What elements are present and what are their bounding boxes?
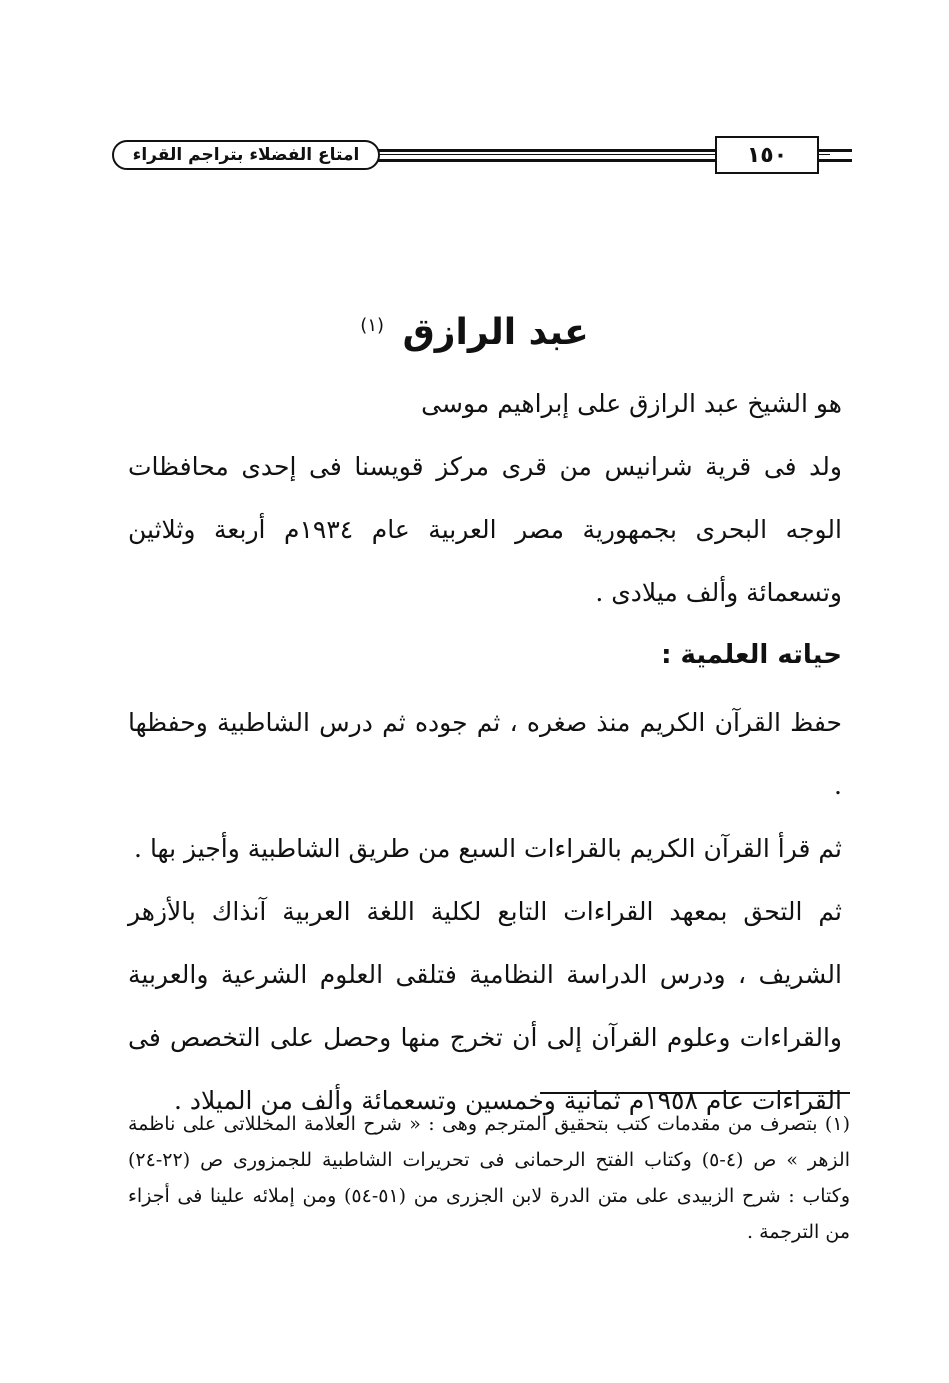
- footnotes: [128, 1106, 850, 1250]
- entry-title-text: عبد الرازق: [402, 312, 589, 353]
- footnote-separator: [540, 1092, 850, 1094]
- paragraph-name: هو الشيخ عبد الرازق على إبراهيم موسى: [421, 389, 842, 418]
- header-rule-right: [818, 149, 852, 162]
- paragraph-readings: ثم قرأ القرآن الكريم بالقراءات السبع من طريق الشاطبية وأجيز بها .: [134, 834, 842, 863]
- page-number: ١٥٠: [715, 136, 819, 174]
- intro-block: [128, 372, 842, 624]
- section-heading: حياته العلمية :: [661, 640, 842, 670]
- running-header: [112, 136, 852, 176]
- book-title: امتاع الفضلاء بتراجم القراء: [112, 140, 380, 170]
- paragraph-birth: ولد فى قرية شرانيس من قرى مركز قويسنا فى إحدى محافظات الوجه البحرى بجمهورية مصر العربية عام ١٩٣٤م أربعة وثلاثين وتسعمائة وألف ميلادى .: [128, 452, 842, 607]
- footnote-reference: (١): [360, 315, 385, 336]
- footnote-1: (١) بتصرف من مقدمات كتب بتحقيق المترجم وهى : « شرح العلامة المخللاتى على ناظمة الزهر » ص (٤-٥) وكتاب الفتح الرحمانى فى تحريرات الشاطبية للجمزورى ص (٢٢-٢٤) وكتاب : شرح الزبيدى على متن الدرة لابن الجزرى من (٥١-٥٤) ومن إملائه علينا فى أجزاء من الترجمة .: [128, 1113, 851, 1243]
- entry-title: [0, 312, 949, 353]
- paragraph-institute: ثم التحق بمعهد القراءات التابع لكلية اللغة العربية آنذاك بالأزهر الشريف ، ودرس الدراسة النظامية فتلقى العلوم الشرعية والعربية والقراءات وعلوم القرآن إلى أن تخرج منها وحصل على التخصص فى القراءات عام ١٩٥٨م ثمانية وخمسين وتسعمائة وألف من الميلاد .: [128, 897, 842, 1115]
- scholarly-life-block: [128, 691, 842, 1132]
- paragraph-memorization: حفظ القرآن الكريم منذ صغره ، ثم جوده ثم درس الشاطبية وحفظها .: [128, 708, 842, 800]
